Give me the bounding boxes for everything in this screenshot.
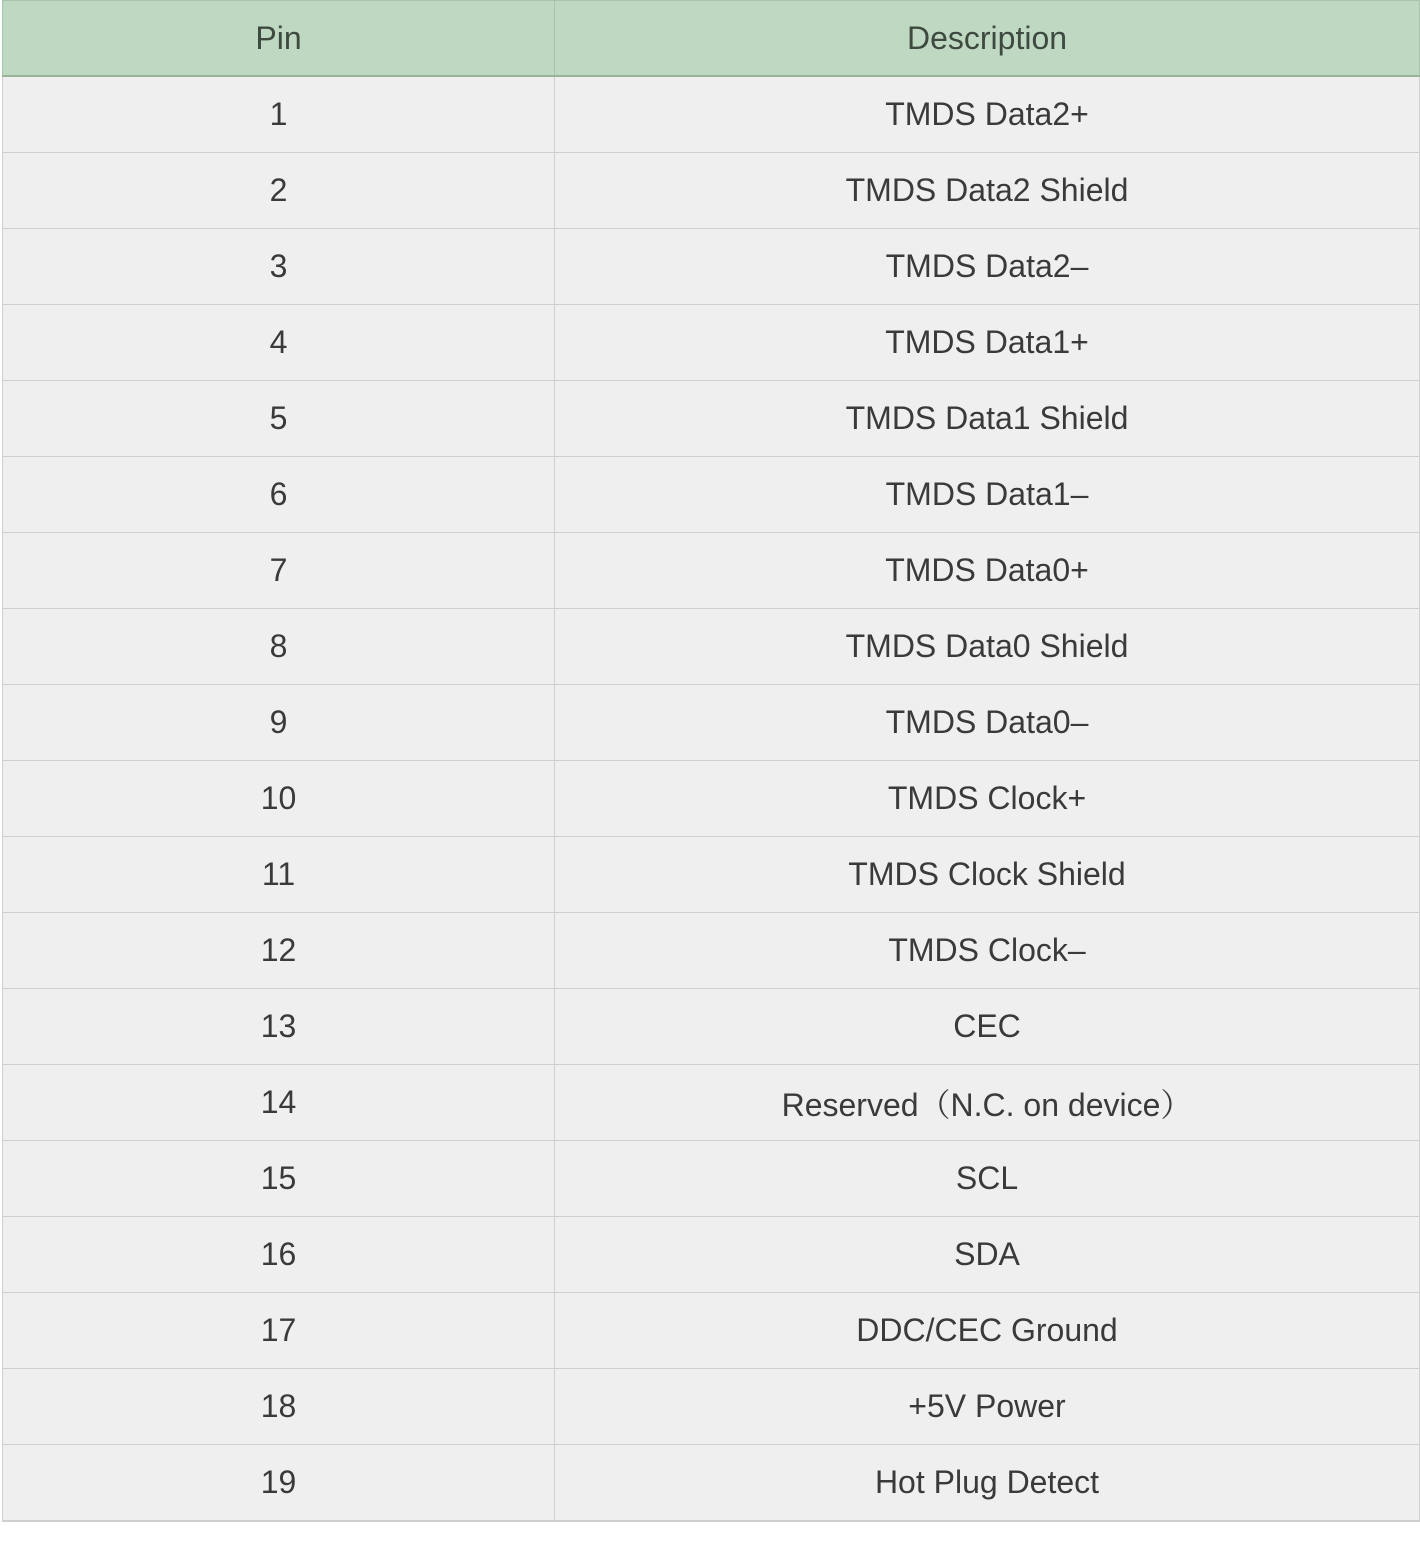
table-row	[3, 913, 1420, 989]
header-row	[3, 1, 1420, 77]
description-cell: Reserved（N.C. on device）	[555, 1065, 1420, 1141]
description-column-header: Description	[555, 1, 1420, 77]
description-cell: SCL	[555, 1141, 1420, 1217]
description-cell: TMDS Data1 Shield	[555, 381, 1420, 457]
description-cell: TMDS Data2–	[555, 229, 1420, 305]
description-cell: DDC/CEC Ground	[555, 1293, 1420, 1369]
pin-number-cell: 14	[3, 1065, 555, 1141]
description-cell: SDA	[555, 1217, 1420, 1293]
pin-number-cell: 11	[3, 837, 555, 913]
table-body	[3, 76, 1420, 1521]
table-row	[3, 1217, 1420, 1293]
table-row	[3, 229, 1420, 305]
description-cell: TMDS Data0+	[555, 533, 1420, 609]
table-row	[3, 1141, 1420, 1217]
description-cell: TMDS Data2+	[555, 76, 1420, 153]
table-row	[3, 989, 1420, 1065]
pin-number-cell: 5	[3, 381, 555, 457]
table-row	[3, 305, 1420, 381]
pin-column-header: Pin	[3, 1, 555, 77]
pin-number-cell: 3	[3, 229, 555, 305]
description-cell: TMDS Clock–	[555, 913, 1420, 989]
table-row	[3, 1293, 1420, 1369]
table-header	[3, 1, 1420, 77]
description-cell: Hot Plug Detect	[555, 1445, 1420, 1522]
table-row	[3, 1445, 1420, 1522]
description-cell: TMDS Data0–	[555, 685, 1420, 761]
pin-number-cell: 6	[3, 457, 555, 533]
pin-number-cell: 4	[3, 305, 555, 381]
pin-number-cell: 7	[3, 533, 555, 609]
pin-number-cell: 9	[3, 685, 555, 761]
description-cell: TMDS Data0 Shield	[555, 609, 1420, 685]
table-row	[3, 76, 1420, 153]
table-row	[3, 381, 1420, 457]
pin-description-table	[2, 0, 1420, 1522]
description-cell: TMDS Data1+	[555, 305, 1420, 381]
pin-number-cell: 2	[3, 153, 555, 229]
pin-number-cell: 10	[3, 761, 555, 837]
pin-number-cell: 8	[3, 609, 555, 685]
table-row	[3, 609, 1420, 685]
table-row	[3, 1065, 1420, 1141]
pin-number-cell: 12	[3, 913, 555, 989]
description-cell: TMDS Data1–	[555, 457, 1420, 533]
description-cell: +5V Power	[555, 1369, 1420, 1445]
pin-number-cell: 18	[3, 1369, 555, 1445]
table-row	[3, 153, 1420, 229]
pin-number-cell: 13	[3, 989, 555, 1065]
pin-number-cell: 15	[3, 1141, 555, 1217]
table-row	[3, 457, 1420, 533]
description-cell: TMDS Clock+	[555, 761, 1420, 837]
description-cell: TMDS Clock Shield	[555, 837, 1420, 913]
table-row	[3, 533, 1420, 609]
table-row	[3, 837, 1420, 913]
description-cell: TMDS Data2 Shield	[555, 153, 1420, 229]
description-cell: CEC	[555, 989, 1420, 1065]
pin-number-cell: 16	[3, 1217, 555, 1293]
table-row	[3, 761, 1420, 837]
pin-number-cell: 1	[3, 76, 555, 153]
pin-number-cell: 19	[3, 1445, 555, 1522]
pin-number-cell: 17	[3, 1293, 555, 1369]
table-row	[3, 1369, 1420, 1445]
table-row	[3, 685, 1420, 761]
